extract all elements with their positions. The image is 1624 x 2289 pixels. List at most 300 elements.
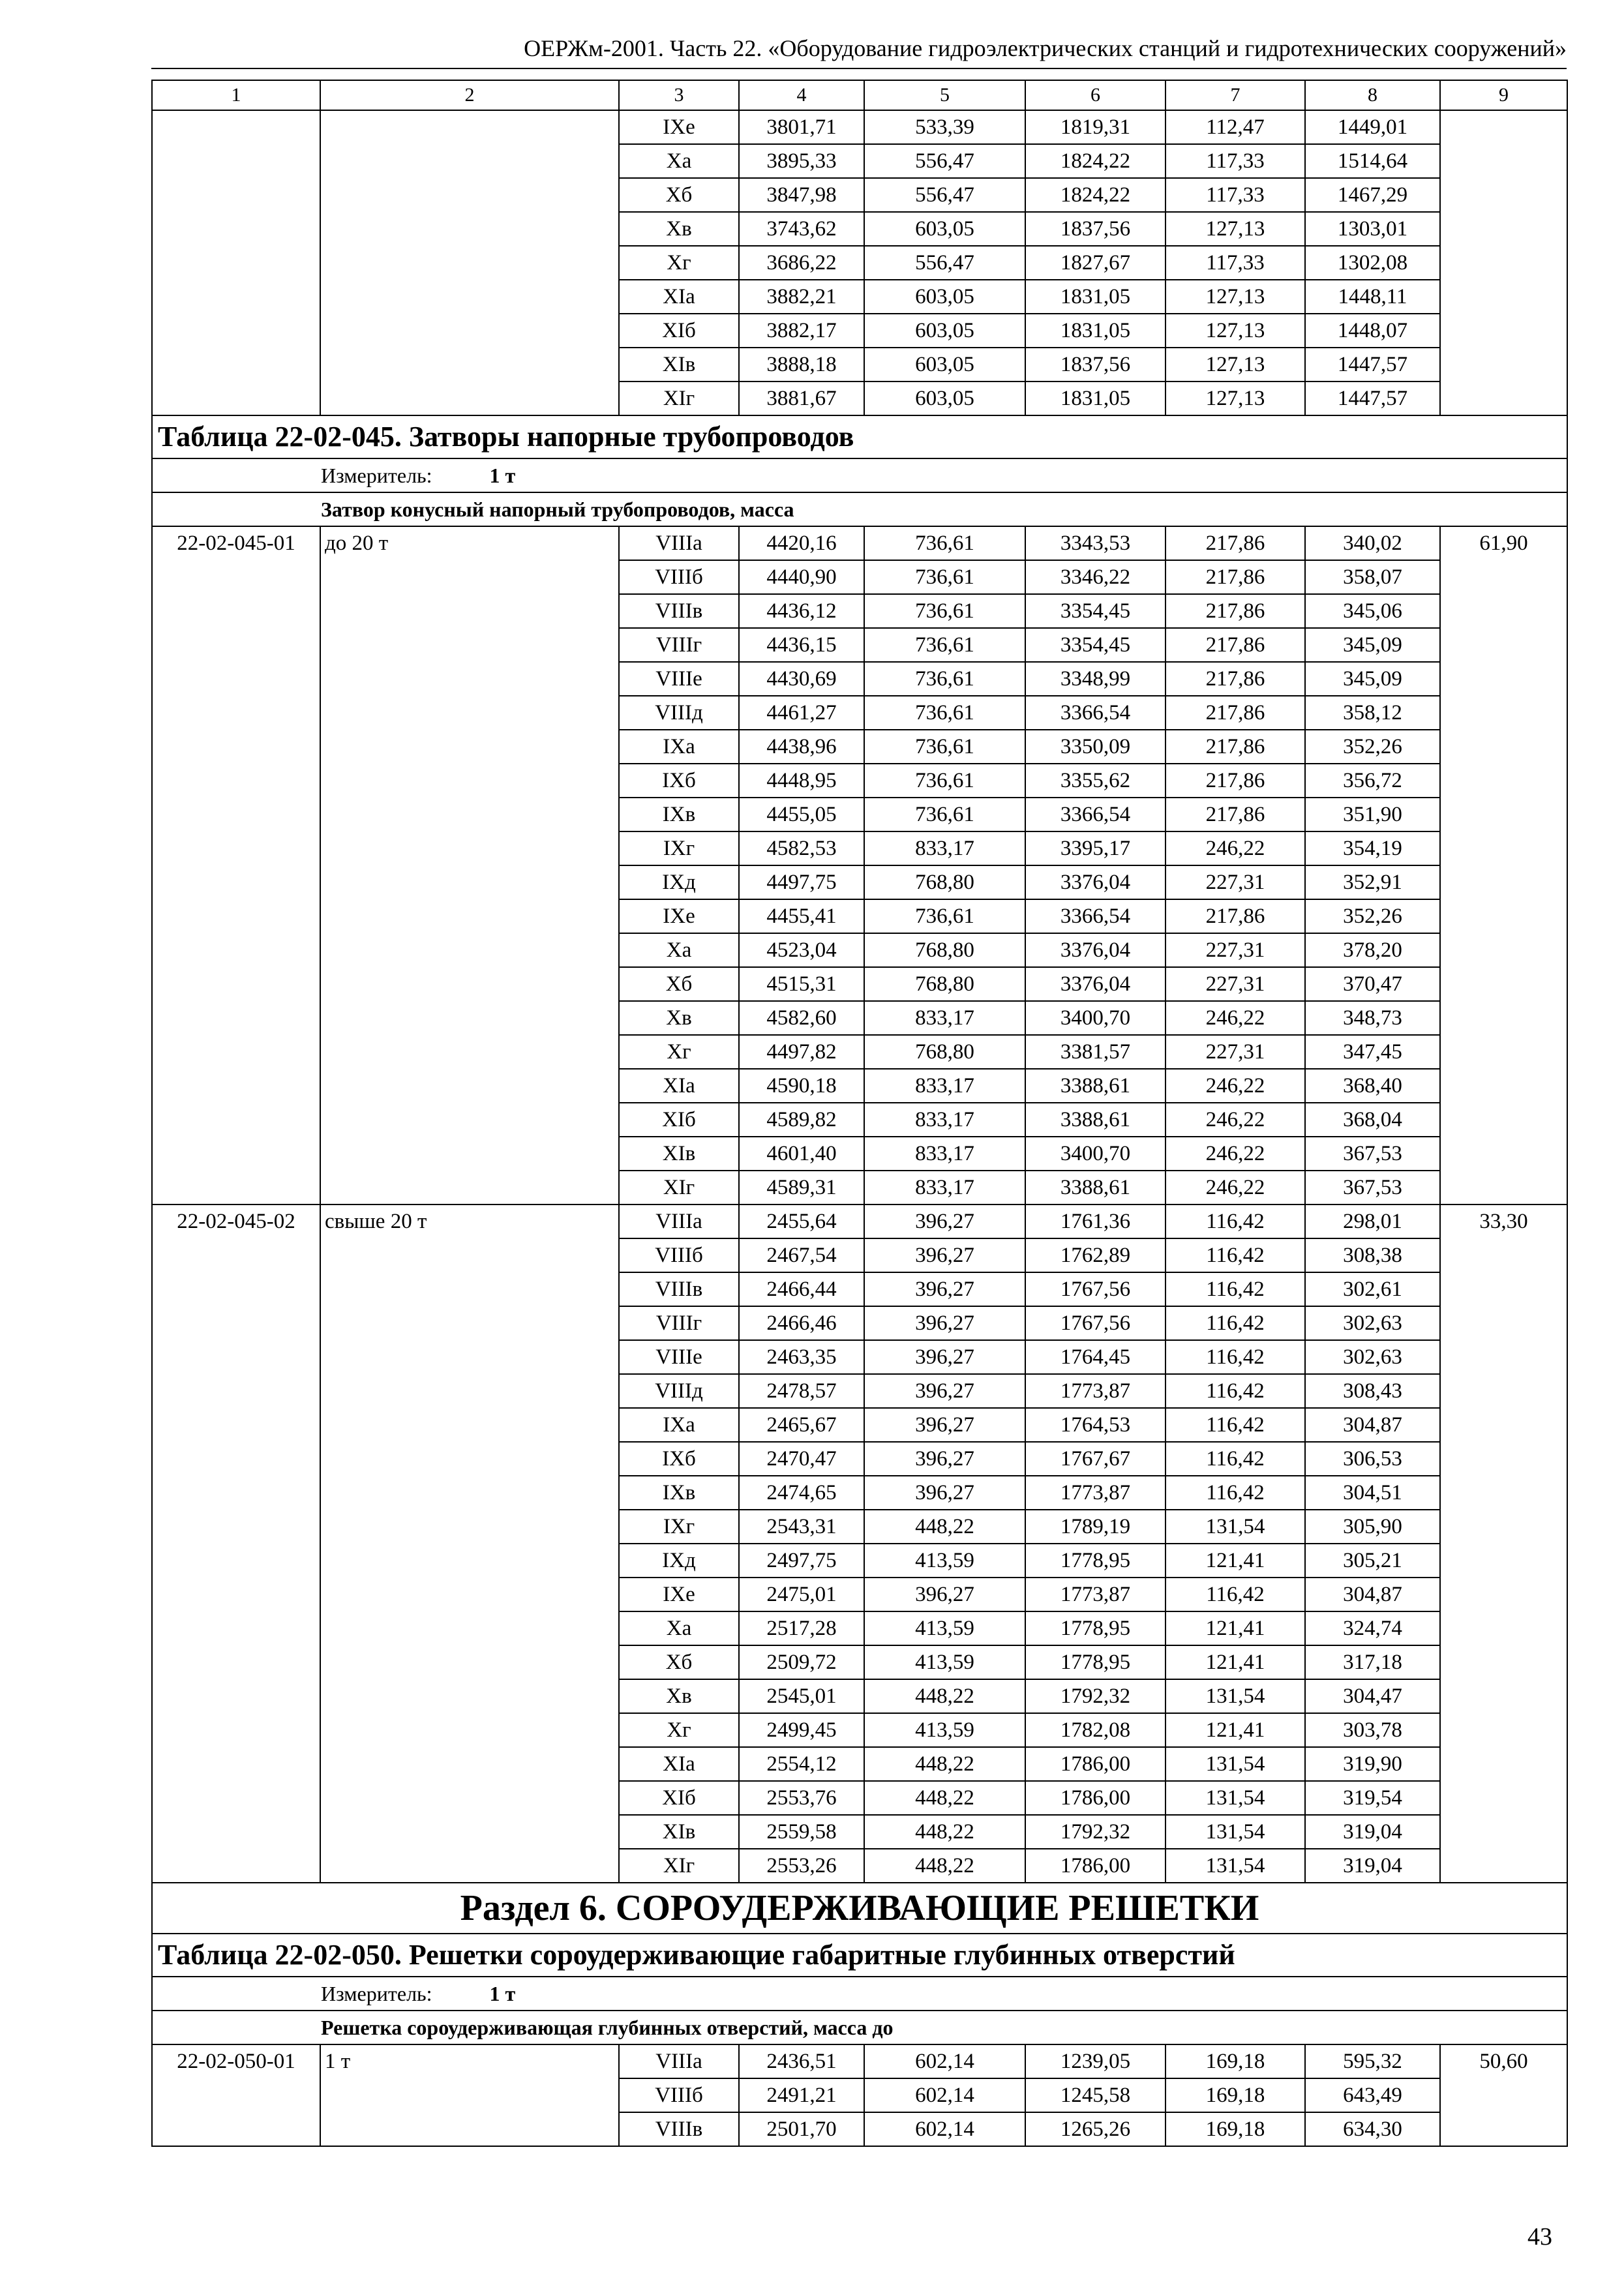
measure-row [152,458,1567,492]
zone-cell: VIIIб [619,1238,739,1272]
value-cell: 370,47 [1305,967,1440,1001]
rate-name-cell: до 20 т [320,526,619,1204]
value-cell: 127,13 [1165,212,1305,246]
column-number: 1 [152,80,320,110]
zone-cell: Xг [619,1035,739,1069]
value-cell: 4436,12 [739,594,864,628]
zone-cell: IXе [619,1578,739,1611]
value-cell: 1824,22 [1025,178,1165,212]
value-cell: 127,13 [1165,280,1305,314]
value-cell: 2455,64 [739,1204,864,1238]
value-cell: 121,41 [1165,1611,1305,1645]
value-cell: 2517,28 [739,1611,864,1645]
zone-cell: IXе [619,110,739,144]
value-cell: 448,22 [864,1781,1025,1815]
rate-code-cell [152,110,320,415]
value-cell: 217,86 [1165,798,1305,831]
value-cell: 2499,45 [739,1713,864,1747]
value-cell: 3350,09 [1025,730,1165,764]
zone-cell: XIб [619,1781,739,1815]
value-cell: 354,19 [1305,831,1440,865]
value-cell: 4430,69 [739,662,864,696]
value-cell: 347,45 [1305,1035,1440,1069]
measure-unit: 1 т [489,1982,516,2005]
value-cell: 112,47 [1165,110,1305,144]
value-cell: 4582,53 [739,831,864,865]
running-header: ОЕРЖм-2001. Часть 22. «Оборудование гидроэлектрических станций и гидротехнических сооружений» [151,33,1567,69]
table-title: Таблица 22-02-050. Решетки сороудерживающие габаритные глубинных отверстий [152,1934,1567,1977]
value-cell: 448,22 [864,1747,1025,1781]
value-cell: 396,27 [864,1204,1025,1238]
value-cell: 3882,21 [739,280,864,314]
value-cell: 368,40 [1305,1069,1440,1103]
rate-name-cell [320,110,619,415]
value-cell: 3376,04 [1025,865,1165,899]
value-cell: 319,04 [1305,1849,1440,1883]
value-cell: 352,26 [1305,899,1440,933]
value-cell: 227,31 [1165,933,1305,967]
value-cell: 121,41 [1165,1645,1305,1679]
table-subheading-row [152,2011,1567,2044]
zone-cell: IXе [619,899,739,933]
value-cell: 116,42 [1165,1238,1305,1272]
value-cell: 1448,07 [1305,314,1440,348]
value-cell: 116,42 [1165,1442,1305,1476]
zone-cell: XIа [619,1069,739,1103]
value-cell: 131,54 [1165,1815,1305,1849]
table-title: Таблица 22-02-045. Затворы напорные трубопроводов [152,415,1567,458]
value-cell: 3366,54 [1025,798,1165,831]
value-cell: 305,21 [1305,1544,1440,1578]
value-cell: 116,42 [1165,1408,1305,1442]
value-cell: 2466,44 [739,1272,864,1306]
measure-unit: 1 т [489,464,516,487]
value-cell: 116,42 [1165,1374,1305,1408]
column-number: 7 [1165,80,1305,110]
zone-cell: VIIIд [619,1374,739,1408]
value-cell: 303,78 [1305,1713,1440,1747]
value-cell: 345,09 [1305,662,1440,696]
zone-cell: IXв [619,798,739,831]
value-cell: 351,90 [1305,798,1440,831]
value-cell: 768,80 [864,933,1025,967]
value-cell: 2478,57 [739,1374,864,1408]
value-cell: 304,51 [1305,1476,1440,1510]
zone-cell: IXб [619,1442,739,1476]
value-cell: 1778,95 [1025,1645,1165,1679]
value-cell: 3395,17 [1025,831,1165,865]
value-cell: 3348,99 [1025,662,1165,696]
measure-label: Измеритель: [321,464,432,487]
value-cell: 217,86 [1165,662,1305,696]
value-cell: 378,20 [1305,933,1440,967]
value-cell: 4448,95 [739,764,864,798]
value-cell: 3346,22 [1025,560,1165,594]
zone-cell: XIв [619,1815,739,1849]
value-cell: 246,22 [1165,1137,1305,1171]
value-cell: 448,22 [864,1849,1025,1883]
value-cell: 4589,31 [739,1171,864,1204]
zone-cell: Xа [619,933,739,967]
value-cell: 736,61 [864,696,1025,730]
value-cell: 4582,60 [739,1001,864,1035]
value-cell: 340,02 [1305,526,1440,560]
value-cell: 1824,22 [1025,144,1165,178]
value-cell: 317,18 [1305,1645,1440,1679]
value-cell: 169,18 [1165,2112,1305,2146]
zone-cell: XIб [619,1103,739,1137]
value-cell: 396,27 [864,1238,1025,1272]
value-cell: 352,91 [1305,865,1440,899]
value-cell: 833,17 [864,1171,1025,1204]
value-cell: 367,53 [1305,1171,1440,1204]
value-cell: 246,22 [1165,1103,1305,1137]
rate-code-cell: 22-02-050-01 [152,2044,320,2146]
value-cell: 1467,29 [1305,178,1440,212]
value-cell: 736,61 [864,730,1025,764]
value-cell: 1761,36 [1025,1204,1165,1238]
zone-cell: VIIIа [619,526,739,560]
rate-name-cell: свыше 20 т [320,1204,619,1883]
value-cell: 217,86 [1165,628,1305,662]
value-cell: 1773,87 [1025,1374,1165,1408]
value-cell: 2509,72 [739,1645,864,1679]
value-cell: 2463,35 [739,1340,864,1374]
column-number-row [152,80,1567,110]
value-cell: 603,05 [864,314,1025,348]
value-cell: 246,22 [1165,1171,1305,1204]
column-number: 5 [864,80,1025,110]
zone-cell: XIг [619,382,739,415]
value-cell: 3366,54 [1025,899,1165,933]
value-cell: 2501,70 [739,2112,864,2146]
value-cell: 1831,05 [1025,314,1165,348]
value-cell: 3354,45 [1025,628,1165,662]
value-cell: 131,54 [1165,1781,1305,1815]
zone-cell: VIIIв [619,594,739,628]
value-cell: 556,47 [864,144,1025,178]
value-cell: 117,33 [1165,178,1305,212]
value-cell: 1786,00 [1025,1747,1165,1781]
zone-cell: VIIIв [619,1272,739,1306]
value-cell: 1767,67 [1025,1442,1165,1476]
value-cell: 345,06 [1305,594,1440,628]
value-cell: 3376,04 [1025,967,1165,1001]
zone-cell: VIIIг [619,628,739,662]
measure-label: Измеритель: [321,1982,432,2005]
value-cell: 603,05 [864,280,1025,314]
value-cell: 3881,67 [739,382,864,415]
value-cell: 4589,82 [739,1103,864,1137]
value-cell: 2491,21 [739,2078,864,2112]
value-cell: 217,86 [1165,594,1305,628]
value-cell: 833,17 [864,1137,1025,1171]
value-cell: 1837,56 [1025,212,1165,246]
value-cell: 396,27 [864,1578,1025,1611]
value-cell: 1239,05 [1025,2044,1165,2078]
value-cell: 348,73 [1305,1001,1440,1035]
value-cell: 246,22 [1165,1001,1305,1035]
zone-cell: XIв [619,1137,739,1171]
zone-cell: XIг [619,1171,739,1204]
zone-cell: XIг [619,1849,739,1883]
value-cell: 304,87 [1305,1578,1440,1611]
value-cell: 2436,51 [739,2044,864,2078]
value-cell: 127,13 [1165,382,1305,415]
value-cell: 304,47 [1305,1679,1440,1713]
value-cell: 736,61 [864,662,1025,696]
value-cell: 127,13 [1165,314,1305,348]
value-cell: 1786,00 [1025,1781,1165,1815]
value-cell: 736,61 [864,594,1025,628]
value-cell: 2475,01 [739,1578,864,1611]
value-cell: 4455,41 [739,899,864,933]
value-cell: 1819,31 [1025,110,1165,144]
value-cell: 595,32 [1305,2044,1440,2078]
value-cell: 1447,57 [1305,348,1440,382]
column-number: 9 [1440,80,1567,110]
value-cell: 1302,08 [1305,246,1440,280]
zone-cell: VIIIб [619,560,739,594]
value-cell: 4590,18 [739,1069,864,1103]
value-cell: 556,47 [864,246,1025,280]
value-cell: 833,17 [864,1001,1025,1035]
value-cell: 1514,64 [1305,144,1440,178]
zone-cell: VIIIд [619,696,739,730]
value-cell: 217,86 [1165,730,1305,764]
value-cell: 3343,53 [1025,526,1165,560]
value-cell: 2467,54 [739,1238,864,1272]
zone-cell: VIIIе [619,1340,739,1374]
value-cell: 1448,11 [1305,280,1440,314]
value-cell: 246,22 [1165,831,1305,865]
value-cell: 768,80 [864,1035,1025,1069]
zone-cell: IXд [619,865,739,899]
zone-cell: IXб [619,764,739,798]
section-title-row [152,1883,1567,1934]
zone-cell: VIIIе [619,662,739,696]
value-cell: 127,13 [1165,348,1305,382]
value-cell: 121,41 [1165,1544,1305,1578]
zone-cell: IXв [619,1476,739,1510]
value-cell: 302,61 [1305,1272,1440,1306]
value-cell: 3355,62 [1025,764,1165,798]
value-cell: 736,61 [864,526,1025,560]
value-cell: 217,86 [1165,696,1305,730]
value-cell: 227,31 [1165,967,1305,1001]
value-cell: 116,42 [1165,1272,1305,1306]
value-cell: 308,38 [1305,1238,1440,1272]
value-cell: 358,07 [1305,560,1440,594]
value-cell: 2465,67 [739,1408,864,1442]
zone-cell: IXг [619,1510,739,1544]
value-cell: 305,90 [1305,1510,1440,1544]
value-cell: 736,61 [864,798,1025,831]
zone-cell: Xг [619,1713,739,1747]
value-cell: 396,27 [864,1374,1025,1408]
zone-cell: Xб [619,967,739,1001]
value-cell: 3354,45 [1025,594,1165,628]
value-cell: 3686,22 [739,246,864,280]
value-cell: 603,05 [864,348,1025,382]
rate-code-cell: 22-02-045-02 [152,1204,320,1883]
value-cell: 116,42 [1165,1204,1305,1238]
value-cell: 2470,47 [739,1442,864,1476]
value-cell: 556,47 [864,178,1025,212]
value-cell: 2497,75 [739,1544,864,1578]
value-cell: 131,54 [1165,1747,1305,1781]
value-cell: 4440,90 [739,560,864,594]
value-cell: 3388,61 [1025,1171,1165,1204]
value-cell: 1245,58 [1025,2078,1165,2112]
zone-cell: Xв [619,1001,739,1035]
value-cell: 169,18 [1165,2078,1305,2112]
zone-cell: XIа [619,280,739,314]
value-cell: 1764,53 [1025,1408,1165,1442]
table-title-row [152,415,1567,458]
value-cell: 1764,45 [1025,1340,1165,1374]
value-cell: 1773,87 [1025,1476,1165,1510]
col9-cell: 33,30 [1440,1204,1567,1883]
value-cell: 1792,32 [1025,1679,1165,1713]
value-cell: 131,54 [1165,1849,1305,1883]
zone-cell: XIа [619,1747,739,1781]
zone-cell: VIIIб [619,2078,739,2112]
value-cell: 1831,05 [1025,382,1165,415]
value-cell: 319,54 [1305,1781,1440,1815]
value-cell: 3388,61 [1025,1069,1165,1103]
value-cell: 116,42 [1165,1306,1305,1340]
zone-cell: Xа [619,1611,739,1645]
value-cell: 603,05 [864,212,1025,246]
zone-cell: IXд [619,1544,739,1578]
value-cell: 217,86 [1165,764,1305,798]
table-subheading: Затвор конусный напорный трубопроводов, масса [152,492,1567,526]
measure-cell [152,458,1567,492]
column-number: 3 [619,80,739,110]
value-cell: 396,27 [864,1306,1025,1340]
value-cell: 603,05 [864,382,1025,415]
value-cell: 413,59 [864,1713,1025,1747]
value-cell: 768,80 [864,967,1025,1001]
table-subheading: Решетка сороудерживающая глубинных отверстий, масса до [152,2011,1567,2044]
value-cell: 306,53 [1305,1442,1440,1476]
value-cell: 246,22 [1165,1069,1305,1103]
value-cell: 1778,95 [1025,1611,1165,1645]
value-cell: 117,33 [1165,246,1305,280]
value-cell: 413,59 [864,1645,1025,1679]
value-cell: 634,30 [1305,2112,1440,2146]
value-cell: 396,27 [864,1476,1025,1510]
value-cell: 368,04 [1305,1103,1440,1137]
value-cell: 2545,01 [739,1679,864,1713]
value-cell: 116,42 [1165,1340,1305,1374]
col9-cell: 50,60 [1440,2044,1567,2146]
value-cell: 1762,89 [1025,1238,1165,1272]
column-number: 6 [1025,80,1165,110]
col9-cell: 61,90 [1440,526,1567,1204]
section-title: Раздел 6. СОРОУДЕРЖИВАЮЩИЕ РЕШЕТКИ [152,1883,1567,1934]
value-cell: 602,14 [864,2078,1025,2112]
value-cell: 1837,56 [1025,348,1165,382]
value-cell: 736,61 [864,560,1025,594]
zone-cell: XIб [619,314,739,348]
value-cell: 1265,26 [1025,2112,1165,2146]
table-title-row [152,1934,1567,1977]
value-cell: 345,09 [1305,628,1440,662]
page-number: 43 [1527,2223,1552,2251]
value-cell: 1773,87 [1025,1578,1165,1611]
value-cell: 324,74 [1305,1611,1440,1645]
value-cell: 2543,31 [739,1510,864,1544]
value-cell: 217,86 [1165,560,1305,594]
col9-cell [1440,110,1567,415]
value-cell: 3895,33 [739,144,864,178]
value-cell: 1789,19 [1025,1510,1165,1544]
value-cell: 396,27 [864,1272,1025,1306]
value-cell: 116,42 [1165,1578,1305,1611]
value-cell: 121,41 [1165,1713,1305,1747]
value-cell: 1449,01 [1305,110,1440,144]
value-cell: 3366,54 [1025,696,1165,730]
value-cell: 413,59 [864,1611,1025,1645]
value-cell: 217,86 [1165,526,1305,560]
value-cell: 356,72 [1305,764,1440,798]
zone-cell: VIIIв [619,2112,739,2146]
value-cell: 4515,31 [739,967,864,1001]
value-cell: 3400,70 [1025,1137,1165,1171]
value-cell: 1303,01 [1305,212,1440,246]
value-cell: 131,54 [1165,1510,1305,1544]
rate-name-cell: 1 т [320,2044,619,2146]
value-cell: 302,63 [1305,1340,1440,1374]
value-cell: 358,12 [1305,696,1440,730]
value-cell: 4438,96 [739,730,864,764]
zone-cell: Xг [619,246,739,280]
zone-cell: XIв [619,348,739,382]
value-cell: 302,63 [1305,1306,1440,1340]
value-cell: 319,90 [1305,1747,1440,1781]
zone-cell: VIIIг [619,1306,739,1340]
value-cell: 3888,18 [739,348,864,382]
zone-cell: Xб [619,178,739,212]
rate-code-cell: 22-02-045-01 [152,526,320,1204]
value-cell: 3400,70 [1025,1001,1165,1035]
value-cell: 448,22 [864,1815,1025,1849]
value-cell: 1767,56 [1025,1306,1165,1340]
value-cell: 367,53 [1305,1137,1440,1171]
value-cell: 736,61 [864,628,1025,662]
value-cell: 1447,57 [1305,382,1440,415]
value-cell: 217,86 [1165,899,1305,933]
value-cell: 396,27 [864,1340,1025,1374]
zone-cell: Xв [619,212,739,246]
value-cell: 117,33 [1165,144,1305,178]
value-cell: 169,18 [1165,2044,1305,2078]
value-cell: 3376,04 [1025,933,1165,967]
column-number: 4 [739,80,864,110]
zone-cell: Xа [619,144,739,178]
measure-cell [152,1977,1567,2011]
value-cell: 3743,62 [739,212,864,246]
table-row [152,110,1567,144]
value-cell: 833,17 [864,831,1025,865]
value-cell: 2466,46 [739,1306,864,1340]
value-cell: 736,61 [864,899,1025,933]
value-cell: 4497,75 [739,865,864,899]
value-cell: 304,87 [1305,1408,1440,1442]
value-cell: 833,17 [864,1103,1025,1137]
